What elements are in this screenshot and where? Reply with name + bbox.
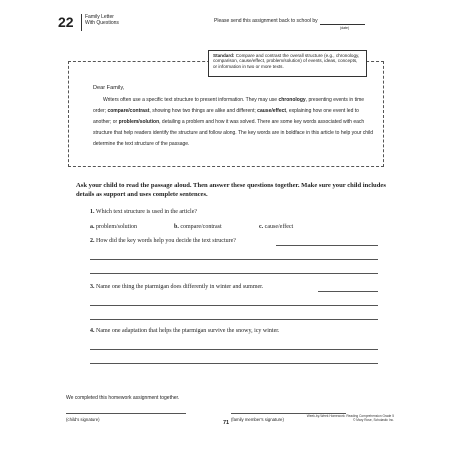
family-signature-label: (family member's signature)	[231, 417, 284, 422]
question-text: Which text structure is used in the article?	[95, 209, 198, 215]
letter-text: , presenting events in time order;	[93, 97, 365, 115]
choice-letter: a.	[90, 224, 95, 230]
choice-c	[259, 224, 293, 230]
choice-text: cause/effect	[264, 224, 294, 230]
answer-line[interactable]	[90, 259, 378, 260]
question-3	[90, 284, 263, 290]
answer-line[interactable]	[90, 305, 378, 306]
lesson-type	[85, 14, 119, 26]
child-signature-label: (child's signature)	[66, 417, 100, 422]
send-back-text: Please send this assignment back to school by	[214, 18, 318, 24]
completed-text: We completed this homework assignment together.	[66, 395, 180, 401]
answer-line[interactable]	[276, 245, 378, 246]
keyword-cause-effect: cause/effect	[257, 108, 287, 115]
standard-label: Standard:	[213, 53, 235, 58]
lesson-number: 22	[58, 14, 74, 30]
choice-b	[174, 224, 222, 230]
standard-text: Compare and contrast the overall structure (e.g., chronology, comparison, cause/effect, problem/solution) of events, ideas, concepts, or information in two or more texts.	[213, 53, 360, 69]
question-text: How did the key words help you decide the text structure?	[96, 238, 236, 244]
question-number: 3.	[90, 284, 95, 290]
question-number: 4.	[90, 328, 95, 334]
letter-text: , detailing a problem and how it was solved. There are some key words associated with each structure that help readers identify the structure and follow along. The key words are in boldface in this article to help your child determine the text structure of the passage.	[93, 119, 374, 148]
page-number: 71	[223, 420, 230, 426]
credit-line	[300, 414, 394, 422]
answer-line[interactable]	[318, 291, 378, 292]
child-signature-line[interactable]	[66, 413, 186, 414]
instructions: Ask your child to read the passage aloud. Then answer these questions together. Make sure your child includes details as support and uses complete sentences.	[76, 182, 386, 198]
question-text: Name one adaptation that helps the ptarmigan survive the snowy, icy winter.	[96, 328, 280, 334]
lesson-type-line2: With Questions	[85, 20, 119, 26]
credit-line-1: Week-by-Week Homework: Reading Comprehension Grade 5	[306, 414, 394, 418]
letter-text: Writers often use a specific text structure to present information. They may use	[103, 97, 279, 103]
answer-line[interactable]	[90, 349, 378, 350]
keyword-compare-contrast: compare/contrast	[107, 108, 150, 115]
choice-text: compare/contrast	[180, 224, 222, 230]
keyword-chronology: chronology	[278, 97, 306, 103]
date-line	[320, 24, 365, 25]
question-4	[90, 328, 279, 334]
keyword-problem-solution: problem/solution	[118, 119, 160, 126]
question-number: 1.	[90, 209, 95, 215]
letter-text: , showing how two things are alike and different;	[149, 108, 258, 115]
choice-text: problem/solution	[96, 224, 137, 230]
choice-letter: b.	[174, 224, 179, 230]
question-text: Name one thing the ptarmigan does differently in winter and summer.	[96, 284, 264, 290]
question-1	[90, 209, 197, 215]
header-divider	[81, 14, 82, 31]
answer-line[interactable]	[90, 273, 378, 274]
choice-letter: c.	[259, 224, 264, 230]
answer-line[interactable]	[90, 319, 378, 320]
letter-text: , explaining how one event led to another; or	[93, 108, 359, 126]
credit-line-2: © Mary Rose, Scholastic Inc.	[353, 418, 394, 423]
question-number: 2.	[90, 238, 95, 244]
question-2	[90, 238, 236, 244]
lesson-type-line1: Family Letter	[85, 14, 114, 20]
letter-body	[93, 95, 378, 150]
standard-box	[208, 50, 367, 77]
letter-salutation: Dear Family,	[93, 85, 125, 91]
answer-line[interactable]	[90, 363, 378, 364]
choice-a	[90, 224, 137, 230]
date-label: (date)	[340, 26, 350, 30]
